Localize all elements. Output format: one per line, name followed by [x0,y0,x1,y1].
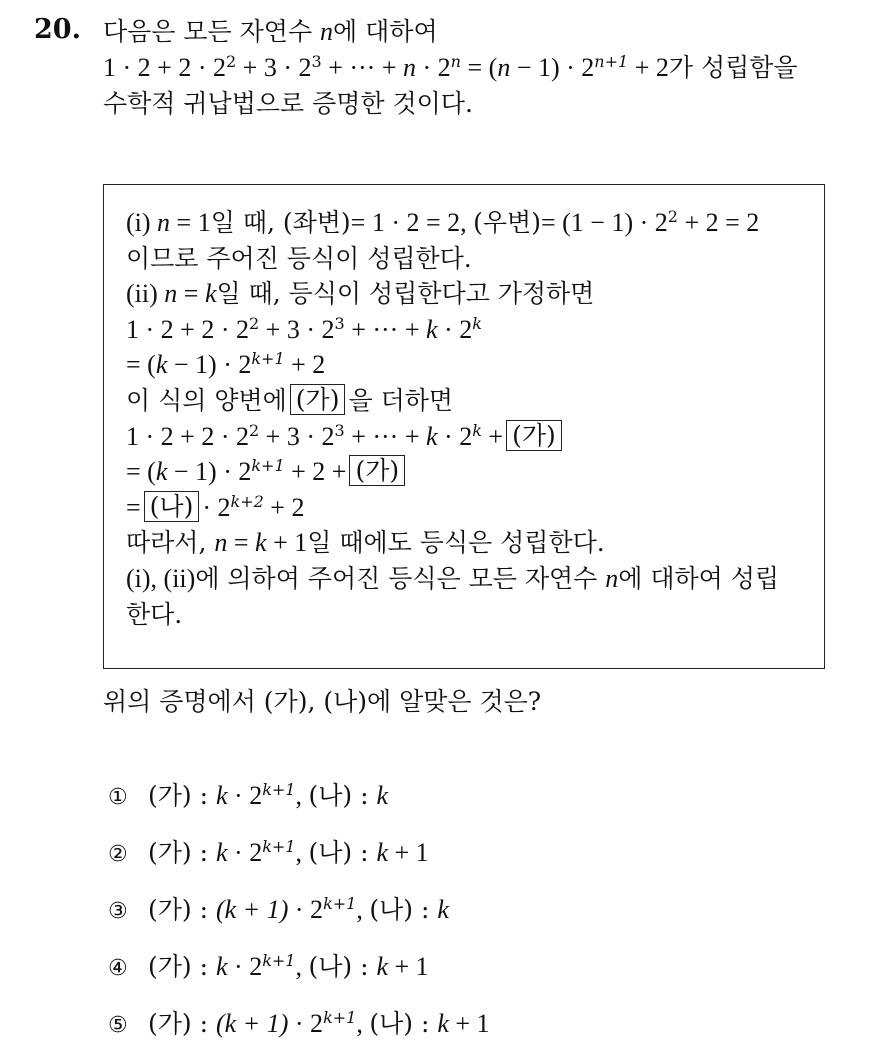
proof-line-11: (i), (ii)에 의하여 주어진 등식은 모든 자연수 n에 대하여 성립 [126,563,780,593]
proof-line-5: = $(k - 1) \cdot 2^{k+1} + 2$ [126,349,326,380]
question-text: 위의 증명에서 (가), (나)에 알맞은 것은? [103,687,542,716]
answer-choices [108,778,490,1063]
choice-4[interactable]: ④ (가) : $k \cdot 2^{k+1}$, (나) : k + 1 [108,949,490,1006]
proof-box [103,184,825,669]
blank-na: (나) [144,491,200,522]
proof-line-7: $1 \cdot 2 + 2 \cdot 2^2 + 3 \cdot 2^3$ + ··· + $k \cdot 2^k$ + (가) [126,419,816,455]
proof-line-1: (i) n = 1일 때, (좌변)= 1 · 2 = 2, (우변)= $(1 - 1) \cdot 2^2 + 2 = 2$ [126,207,760,237]
blank-ga: (가) [349,455,405,486]
blank-ga: (가) [506,420,562,451]
proof-line-2: 이므로 주어진 등식이 성립한다. [126,243,472,273]
intro-line-1: 다음은 모든 자연수 n에 대하여 [103,17,438,46]
choice-number: ③ [108,899,128,924]
choice-3[interactable]: ③ (가) : $(k + 1) \cdot 2^{k+1}$, (나) : k [108,892,490,949]
intro-line-2: $1 \cdot 2 + 2 \cdot 2^2 + 3 \cdot 2^3$ + ··· + $n \cdot 2^n = (n - 1) \cdot 2^{n+1} + 2$가 성립함을 [103,52,798,82]
proof-line-6: 이 식의 양변에 (가) 을 더하면 [126,384,454,415]
choice-number: ② [108,842,128,867]
problem-statement [103,14,873,122]
proof-line-8: = $(k - 1) \cdot 2^{k+1} + 2$ + (가) [126,454,816,490]
choice-2[interactable]: ② (가) : $k \cdot 2^{k+1}$, (나) : k + 1 [108,835,490,892]
choice-number: ⑤ [108,1013,128,1038]
choice-number: ④ [108,956,128,981]
proof-line-9: = (나) · $2^{k+2} + 2$ [126,491,305,522]
proof-line-3: (ii) n = k일 때, 등식이 성립한다고 가정하면 [126,279,595,309]
proof-content [126,205,816,632]
proof-line-4: $1 \cdot 2 + 2 \cdot 2^2 + 3 \cdot 2^3$ + ··· + $k \cdot 2^k$ [126,313,482,344]
intro-line-3: 수학적 귀납법으로 증명한 것이다. [103,89,473,118]
blank-ga: (가) [290,384,346,415]
choice-1[interactable]: ① (가) : $k \cdot 2^{k+1}$, (나) : k [108,778,490,835]
choice-number: ① [108,785,128,810]
problem-number: 20. [34,14,81,45]
proof-line-10: 따라서, n = k + 1일 때에도 등식은 성립한다. [126,528,605,558]
proof-line-12: 한다. [126,599,183,629]
choice-5[interactable]: ⑤ (가) : $(k + 1) \cdot 2^{k+1}$, (나) : k + 1 [108,1006,490,1063]
